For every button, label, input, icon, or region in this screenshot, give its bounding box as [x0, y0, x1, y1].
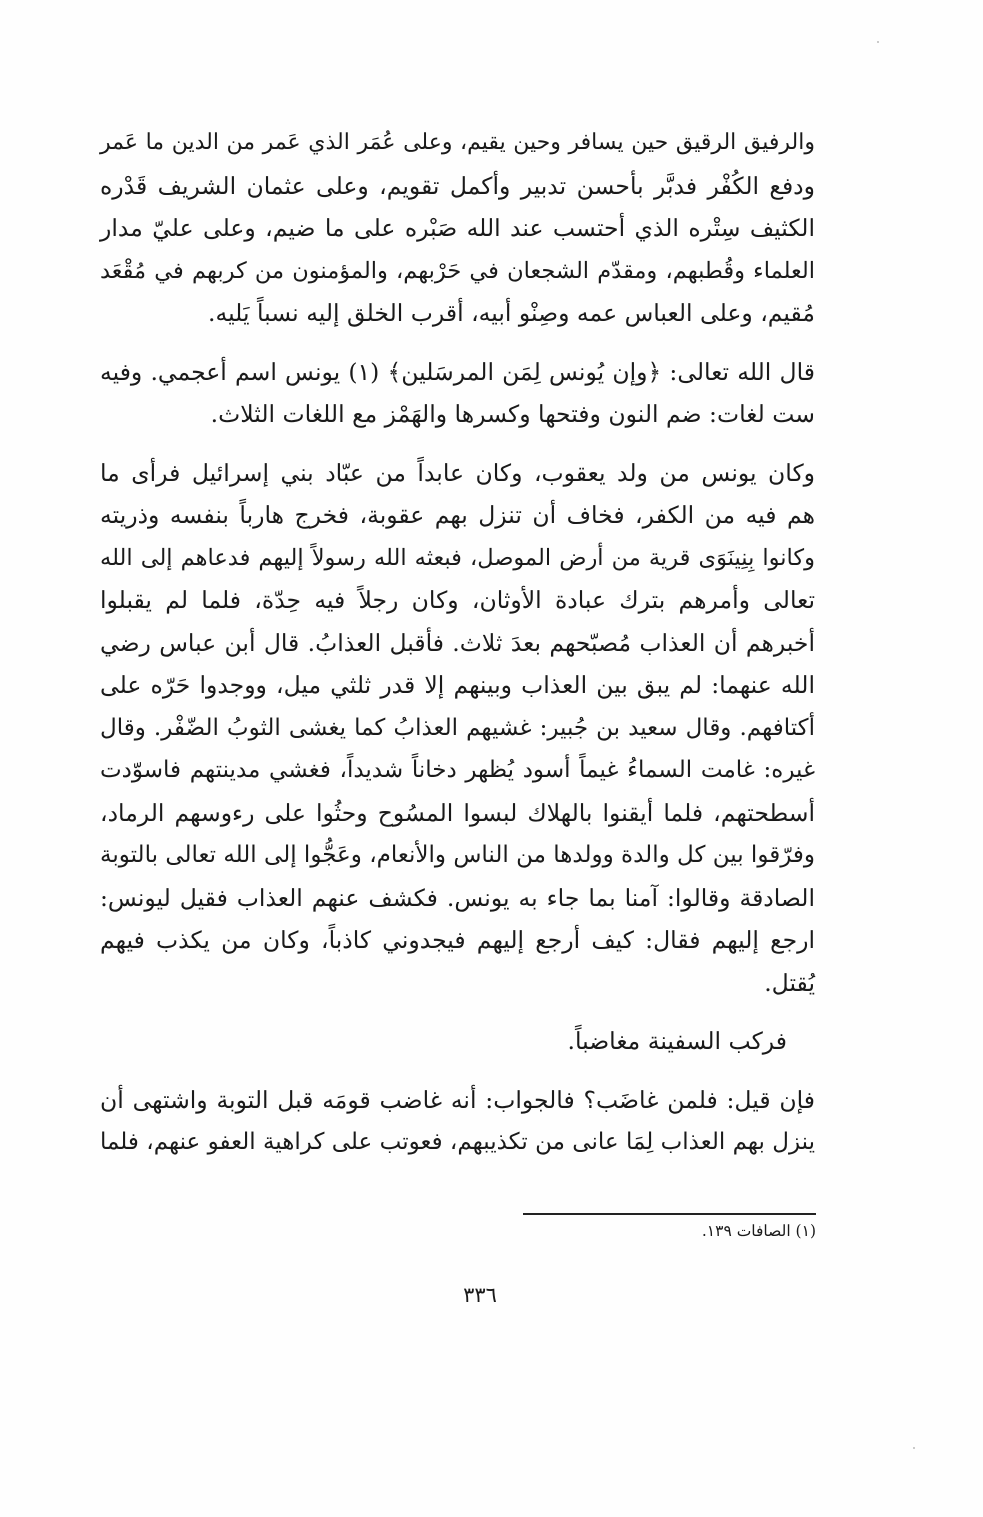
- scan-speck: [913, 1447, 915, 1449]
- text-line: أكتافهم. وقال سعيد بن جُبير: غشيهم العذابُ كما يغشى الثوبُ الضّفْر. وقال: [100, 714, 815, 741]
- main-text: [100, 122, 815, 1180]
- text-line: تعالى وأمرهم بترك عبادة الأوثان، وكان رجلاً فيه حِدّة، فلما لم يقبلوا: [100, 586, 815, 614]
- text-line: فإن قيل: فلمن غاضَب؟ فالجواب: أنه غاضب قومَه قبل التوبة واشتهى أن: [100, 1085, 815, 1114]
- text-line: غيره: غامت السماءُ غيماً أسود يُظهر دخاناً شديداً، فغشي مدينتهم فاسوّدت: [100, 757, 815, 783]
- text-line: مُقيم، وعلى العباس عمه وصِنْو أبيه، أقرب الخلق إليه نسباً يَليه.: [208, 299, 815, 327]
- paragraph-2: [100, 351, 815, 436]
- text-line: ينزل بهم العذاب لِمَا عانى من تكذيبهم، فعوتب على كراهية العفو عنهم، فلما: [100, 1129, 815, 1155]
- paragraph-5: [100, 1079, 815, 1164]
- text-line: فركب السفينة مغاضباً.: [567, 1027, 787, 1055]
- text-line: ست لغات: ضم النون وفتحها وكسرها والهَمْز مع اللغات الثلاث.: [210, 400, 815, 428]
- text-line: العلماء وقُطبهم، ومقدّم الشجعان في حَرْبهم، والمؤمنون من كربهم في مُقْعَد: [100, 257, 815, 284]
- text-line: والرفيق الرقيق حين يسافر وحين يقيم، وعلى عُمَر الذي عَمر من الدين ما عَمر: [100, 130, 815, 155]
- text-line: وفرّقوا بين كل والدة وولدها من الناس والأنعام، وعَجُّوا إلى الله تعالى بالتوبة: [100, 842, 815, 868]
- text-line: هم فيه من الكفر، فخاف أن تنزل بهم عقوبة، فخرج هارباً بنفسه وذريته: [100, 501, 815, 529]
- text-line: قال الله تعالى: ﴿وإن يُونس لِمَن المرسَلين﴾ (١) يونس اسم أعجمي. وفيه: [100, 357, 815, 386]
- footnote: (١) الصافات ١٣٩.: [701, 1222, 816, 1240]
- text-line: الصادقة وقالوا: آمنا بما جاء به يونس. فكشف عنهم العذاب فقيل ليونس:: [100, 883, 815, 912]
- text-line: الله عنهما: لم يبق بين العذاب وبينهم إلا قدر ثلثي ميل، ووجدوا حَرّه على: [100, 671, 815, 699]
- text-line: ودفع الكُفْر فدبَّر بأحسن تدبير وأكمل تقويم، وعلى عثمان الشريف قَدْره: [100, 171, 815, 200]
- text-line: وكان يونس من ولد يعقوب، وكان عابداً من عبّاد بني إسرائيل فرأى ما: [100, 458, 815, 487]
- scan-speck: [877, 41, 879, 43]
- paragraph-4: [100, 1020, 815, 1063]
- paragraph-3: [100, 452, 815, 1005]
- page-number: ٣٣٦: [463, 1283, 497, 1307]
- paragraph-1: [100, 122, 815, 335]
- text-line: الكثيف سِتْره الذي أحتسب عند الله صَبْره على ما ضيم، وعلى عليّ مدار: [100, 214, 815, 242]
- text-line: ارجع إليهم فقال: كيف أرجع إليهم فيجدوني كاذباً، وكان من يكذب فيهم: [100, 926, 815, 954]
- text-line: يُقتل.: [764, 968, 815, 997]
- text-line: وكانوا بِنِينَوَى قرية من أرض الموصل، فبعثه الله رسولاً إليهم فدعاهم إلى الله: [100, 544, 815, 571]
- footnote-divider: [523, 1213, 816, 1215]
- text-line: أسطحتهم، فلما أيقنوا بالهلاك لبسوا المسُوح وحثُوا على رءوسهم الرماد،: [100, 798, 815, 827]
- text-line: أخبرهم أن العذاب مُصبّحهم بعدَ ثلاث. فأقبل العذابُ. قال أبن عباس رضي: [100, 628, 815, 657]
